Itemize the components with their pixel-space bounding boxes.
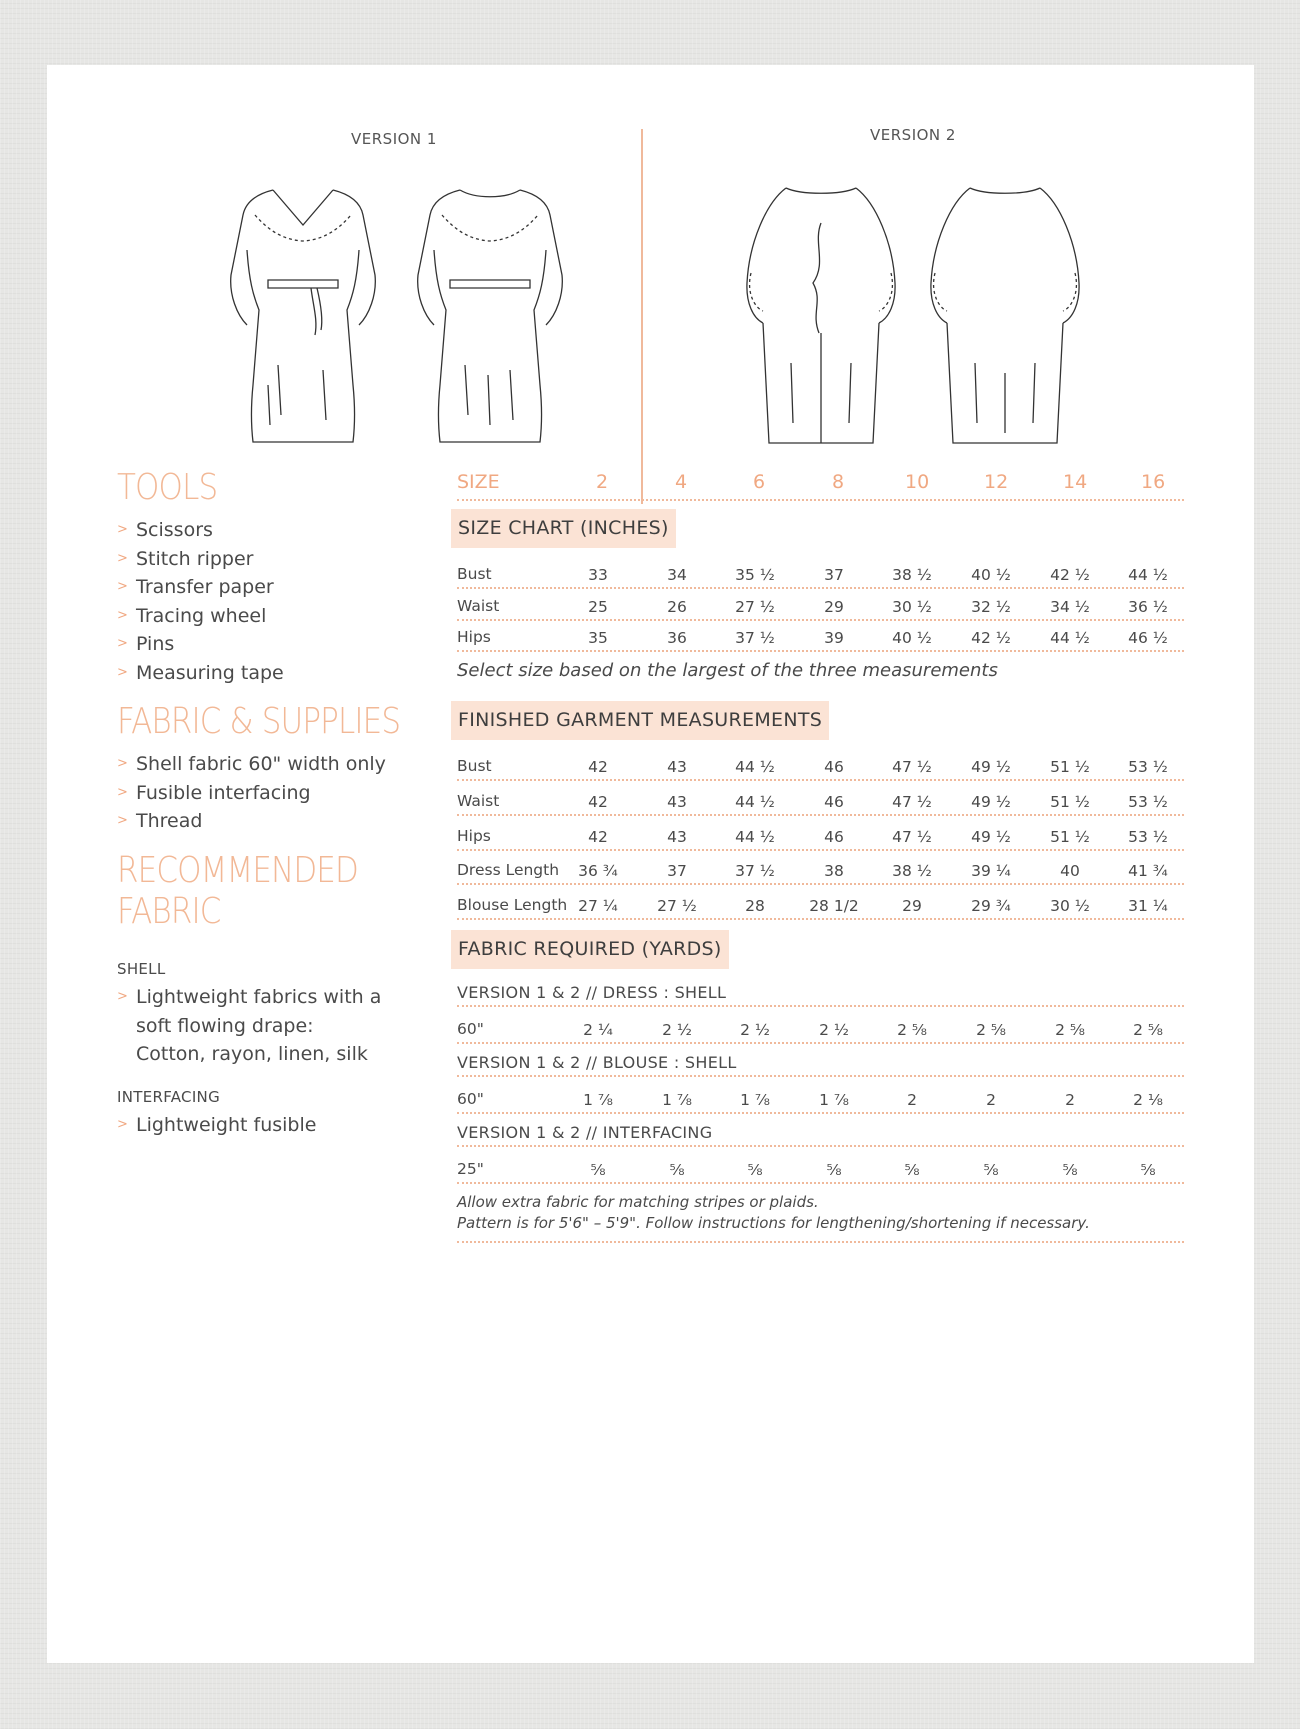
chevron-right-icon: > bbox=[117, 636, 128, 651]
row-label: Waist bbox=[457, 792, 500, 810]
fabric-note-line2: Pattern is for 5'6" – 5'9". Follow instructions for lengthening/shortening if necessary. bbox=[457, 1214, 1090, 1232]
table-cell: ⅝ bbox=[1062, 1161, 1078, 1179]
table-cell: 43 bbox=[667, 828, 687, 846]
list-item: > Thread bbox=[117, 807, 386, 836]
chevron-right-icon: > bbox=[117, 1117, 128, 1132]
finished-row bbox=[457, 748, 1184, 781]
fabric-group-heading-row bbox=[457, 1047, 1184, 1077]
table-cell: 1 ⅞ bbox=[819, 1091, 849, 1109]
table-cell: 47 ½ bbox=[892, 758, 932, 776]
table-cell: 53 ½ bbox=[1128, 758, 1168, 776]
table-cell: ⅝ bbox=[1140, 1161, 1156, 1179]
table-cell: ⅝ bbox=[669, 1161, 685, 1179]
table-cell: 29 bbox=[902, 897, 922, 915]
table-cell: 37 ½ bbox=[735, 629, 775, 647]
table-cell: 2 ½ bbox=[662, 1021, 692, 1039]
chevron-right-icon: > bbox=[117, 607, 128, 623]
pattern-sheet bbox=[47, 65, 1254, 1663]
list-item-continuation: soft flowing drape: bbox=[136, 1014, 314, 1037]
fabric-supplies-list bbox=[117, 750, 386, 836]
table-cell: 28 bbox=[745, 897, 765, 915]
table-cell: 46 ½ bbox=[1128, 629, 1168, 647]
table-cell: 29 bbox=[824, 598, 844, 616]
size-chart-heading: SIZE CHART (INCHES) bbox=[451, 509, 676, 548]
table-cell: 26 bbox=[667, 598, 687, 616]
table-cell: 27 ½ bbox=[735, 598, 775, 616]
table-cell: 43 bbox=[667, 793, 687, 811]
list-item: > Pins bbox=[117, 630, 284, 659]
row-label: Waist bbox=[457, 597, 500, 615]
table-cell: 32 ½ bbox=[971, 598, 1011, 616]
list-item: > Shell fabric 60" width only bbox=[117, 750, 386, 779]
table-cell: 34 bbox=[667, 566, 687, 584]
finished-row bbox=[457, 783, 1184, 816]
row-label: Hips bbox=[457, 628, 491, 646]
table-cell: 2 ⅝ bbox=[897, 1021, 927, 1039]
table-cell: 46 bbox=[824, 758, 844, 776]
chevron-right-icon: > bbox=[117, 813, 128, 828]
size-chart-row bbox=[457, 559, 1184, 589]
chevron-right-icon: > bbox=[117, 522, 128, 537]
size-chart-row bbox=[457, 622, 1184, 652]
row-label: Dress Length bbox=[457, 861, 560, 879]
row-label: 60" bbox=[457, 1020, 484, 1038]
table-cell: 42 ½ bbox=[971, 629, 1011, 647]
row-label: Hips bbox=[457, 827, 491, 845]
table-cell: 38 bbox=[824, 862, 844, 880]
list-item-continuation: Cotton, rayon, linen, silk bbox=[136, 1043, 368, 1065]
table-cell: 30 ½ bbox=[1050, 897, 1090, 915]
chevron-right-icon: > bbox=[117, 989, 128, 1004]
table-cell: 44 ½ bbox=[735, 793, 775, 811]
table-cell: 51 ½ bbox=[1050, 793, 1090, 811]
finished-measurements-heading: FINISHED GARMENT MEASUREMENTS bbox=[451, 701, 829, 740]
table-cell: 37 bbox=[824, 566, 844, 584]
table-cell: 53 ½ bbox=[1128, 828, 1168, 846]
table-cell: 42 bbox=[588, 758, 608, 776]
fabric-group-heading: VERSION 1 & 2 // BLOUSE : SHELL bbox=[457, 1053, 737, 1072]
table-cell: 27 ¼ bbox=[578, 897, 618, 915]
finished-row bbox=[457, 852, 1184, 885]
list-item: > Transfer paper bbox=[117, 573, 284, 602]
fabric-supplies-heading: FABRIC & SUPPLIES bbox=[117, 701, 401, 742]
interfacing-subheading: INTERFACING bbox=[117, 1088, 220, 1106]
version-2-label: VERSION 2 bbox=[870, 126, 956, 144]
size-selection-note: Select size based on the largest of the three measurements bbox=[457, 660, 998, 681]
version-2-front-drawing bbox=[741, 183, 901, 488]
table-cell: ⅝ bbox=[904, 1161, 920, 1179]
table-cell: 35 ½ bbox=[735, 566, 775, 584]
fabric-note-line1: Allow extra fabric for matching stripes or plaids. bbox=[457, 1193, 819, 1211]
list-item: > Lightweight fabrics with a bbox=[117, 983, 381, 1012]
table-cell: 49 ½ bbox=[971, 793, 1011, 811]
table-cell: 51 ½ bbox=[1050, 758, 1090, 776]
size-label: SIZE bbox=[457, 471, 500, 493]
table-cell: 40 ½ bbox=[971, 566, 1011, 584]
table-cell: 44 ½ bbox=[1050, 629, 1090, 647]
fabric-row bbox=[457, 1009, 1184, 1044]
shell-subheading: SHELL bbox=[117, 960, 166, 978]
table-cell: 2 ⅝ bbox=[976, 1021, 1006, 1039]
table-cell: 46 bbox=[824, 793, 844, 811]
table-cell: 49 ½ bbox=[971, 758, 1011, 776]
version-2-back-drawing bbox=[925, 183, 1085, 488]
table-cell: 40 bbox=[1060, 862, 1080, 880]
table-cell: 2 bbox=[1065, 1091, 1075, 1109]
table-cell: ⅝ bbox=[826, 1161, 842, 1179]
table-cell: 47 ½ bbox=[892, 793, 932, 811]
table-cell: ⅝ bbox=[983, 1161, 999, 1179]
row-label: Bust bbox=[457, 565, 492, 583]
list-item: > Stitch ripper bbox=[117, 545, 284, 574]
fabric-group-heading-row bbox=[457, 1117, 1184, 1147]
table-cell: 30 ½ bbox=[892, 598, 932, 616]
fabric-row bbox=[457, 1079, 1184, 1114]
row-label: 60" bbox=[457, 1090, 484, 1108]
finished-row bbox=[457, 887, 1184, 920]
table-cell: 43 bbox=[667, 758, 687, 776]
table-cell: 49 ½ bbox=[971, 828, 1011, 846]
interfacing-list bbox=[117, 1111, 316, 1140]
table-cell: 51 ½ bbox=[1050, 828, 1090, 846]
chevron-right-icon: > bbox=[117, 664, 128, 680]
table-cell: 40 ½ bbox=[892, 629, 932, 647]
size-header-row bbox=[457, 465, 1184, 501]
table-cell: 38 ½ bbox=[892, 862, 932, 880]
table-cell: 37 ½ bbox=[735, 862, 775, 880]
table-cell: 41 ¾ bbox=[1128, 862, 1168, 880]
chevron-right-icon: > bbox=[117, 550, 128, 566]
size-value: 16 bbox=[1141, 471, 1166, 493]
fabric-row bbox=[457, 1149, 1184, 1184]
table-cell: 33 bbox=[588, 566, 608, 584]
size-value: 14 bbox=[1063, 471, 1088, 493]
table-cell: 53 ½ bbox=[1128, 793, 1168, 811]
table-cell: 36 ½ bbox=[1128, 598, 1168, 616]
fabric-group-heading: VERSION 1 & 2 // INTERFACING bbox=[457, 1123, 713, 1142]
table-cell: 44 ½ bbox=[735, 758, 775, 776]
row-label: Bust bbox=[457, 757, 492, 775]
table-cell: 28 1/2 bbox=[809, 897, 859, 915]
fabric-required-heading: FABRIC REQUIRED (YARDS) bbox=[451, 930, 729, 969]
chevron-right-icon: > bbox=[117, 784, 128, 800]
version-1-front-drawing bbox=[223, 185, 383, 485]
table-cell: 36 ¾ bbox=[578, 862, 618, 880]
table-cell: 36 bbox=[667, 629, 687, 647]
list-item: > Tracing wheel bbox=[117, 602, 284, 631]
table-cell: 1 ⅞ bbox=[583, 1091, 613, 1109]
chevron-right-icon: > bbox=[117, 756, 128, 771]
size-value: 8 bbox=[832, 471, 845, 493]
table-cell: 38 ½ bbox=[892, 566, 932, 584]
table-cell: 2 bbox=[907, 1091, 917, 1109]
size-value: 6 bbox=[753, 471, 766, 493]
table-cell: 1 ⅞ bbox=[740, 1091, 770, 1109]
table-cell: 42 bbox=[588, 828, 608, 846]
shell-list bbox=[117, 983, 381, 1069]
row-label: 25" bbox=[457, 1160, 484, 1178]
list-item: > Measuring tape bbox=[117, 659, 284, 688]
table-cell: 25 bbox=[588, 598, 608, 616]
chevron-right-icon: > bbox=[117, 579, 128, 594]
row-label: Blouse Length bbox=[457, 896, 568, 914]
table-cell: 44 ½ bbox=[735, 828, 775, 846]
table-cell: 2 ⅝ bbox=[1133, 1021, 1163, 1039]
size-value: 10 bbox=[905, 471, 930, 493]
list-item: > Lightweight fusible bbox=[117, 1111, 316, 1140]
version-1-back-drawing bbox=[410, 185, 570, 485]
fabric-group-heading-row bbox=[457, 977, 1184, 1007]
table-cell: ⅝ bbox=[590, 1161, 606, 1179]
table-cell: 29 ¾ bbox=[971, 897, 1011, 915]
tools-heading: TOOLS bbox=[117, 467, 218, 508]
size-value: 12 bbox=[984, 471, 1009, 493]
table-cell: 2 ½ bbox=[740, 1021, 770, 1039]
table-cell: 39 bbox=[824, 629, 844, 647]
table-cell: ⅝ bbox=[747, 1161, 763, 1179]
table-cell: 37 bbox=[667, 862, 687, 880]
size-value: 2 bbox=[596, 471, 609, 493]
table-cell: 27 ½ bbox=[657, 897, 697, 915]
table-cell: 47 ½ bbox=[892, 828, 932, 846]
table-cell: 34 ½ bbox=[1050, 598, 1090, 616]
table-cell: 42 ½ bbox=[1050, 566, 1090, 584]
table-cell: 2 bbox=[986, 1091, 996, 1109]
table-cell: 44 ½ bbox=[1128, 566, 1168, 584]
table-cell: 2 ⅝ bbox=[1055, 1021, 1085, 1039]
fabric-group-heading: VERSION 1 & 2 // DRESS : SHELL bbox=[457, 983, 727, 1002]
table-cell: 35 bbox=[588, 629, 608, 647]
size-chart-row bbox=[457, 591, 1184, 621]
table-cell: 2 ⅛ bbox=[1133, 1091, 1163, 1109]
tools-list bbox=[117, 516, 284, 687]
finished-row bbox=[457, 818, 1184, 851]
fabric-note-divider bbox=[457, 1241, 1184, 1243]
table-cell: 42 bbox=[588, 793, 608, 811]
version-1-label: VERSION 1 bbox=[351, 130, 437, 148]
version-divider bbox=[641, 129, 643, 504]
size-value: 4 bbox=[675, 471, 688, 493]
list-item: > Scissors bbox=[117, 516, 284, 545]
table-cell: 2 ½ bbox=[819, 1021, 849, 1039]
table-cell: 39 ¼ bbox=[971, 862, 1011, 880]
table-cell: 2 ¼ bbox=[583, 1021, 613, 1039]
table-cell: 46 bbox=[824, 828, 844, 846]
table-cell: 1 ⅞ bbox=[662, 1091, 692, 1109]
recommended-fabric-heading-line1: RECOMMENDED bbox=[117, 850, 358, 891]
table-cell: 31 ¼ bbox=[1128, 897, 1168, 915]
recommended-fabric-heading-line2: FABRIC bbox=[117, 891, 221, 932]
list-item: > Fusible interfacing bbox=[117, 779, 386, 808]
